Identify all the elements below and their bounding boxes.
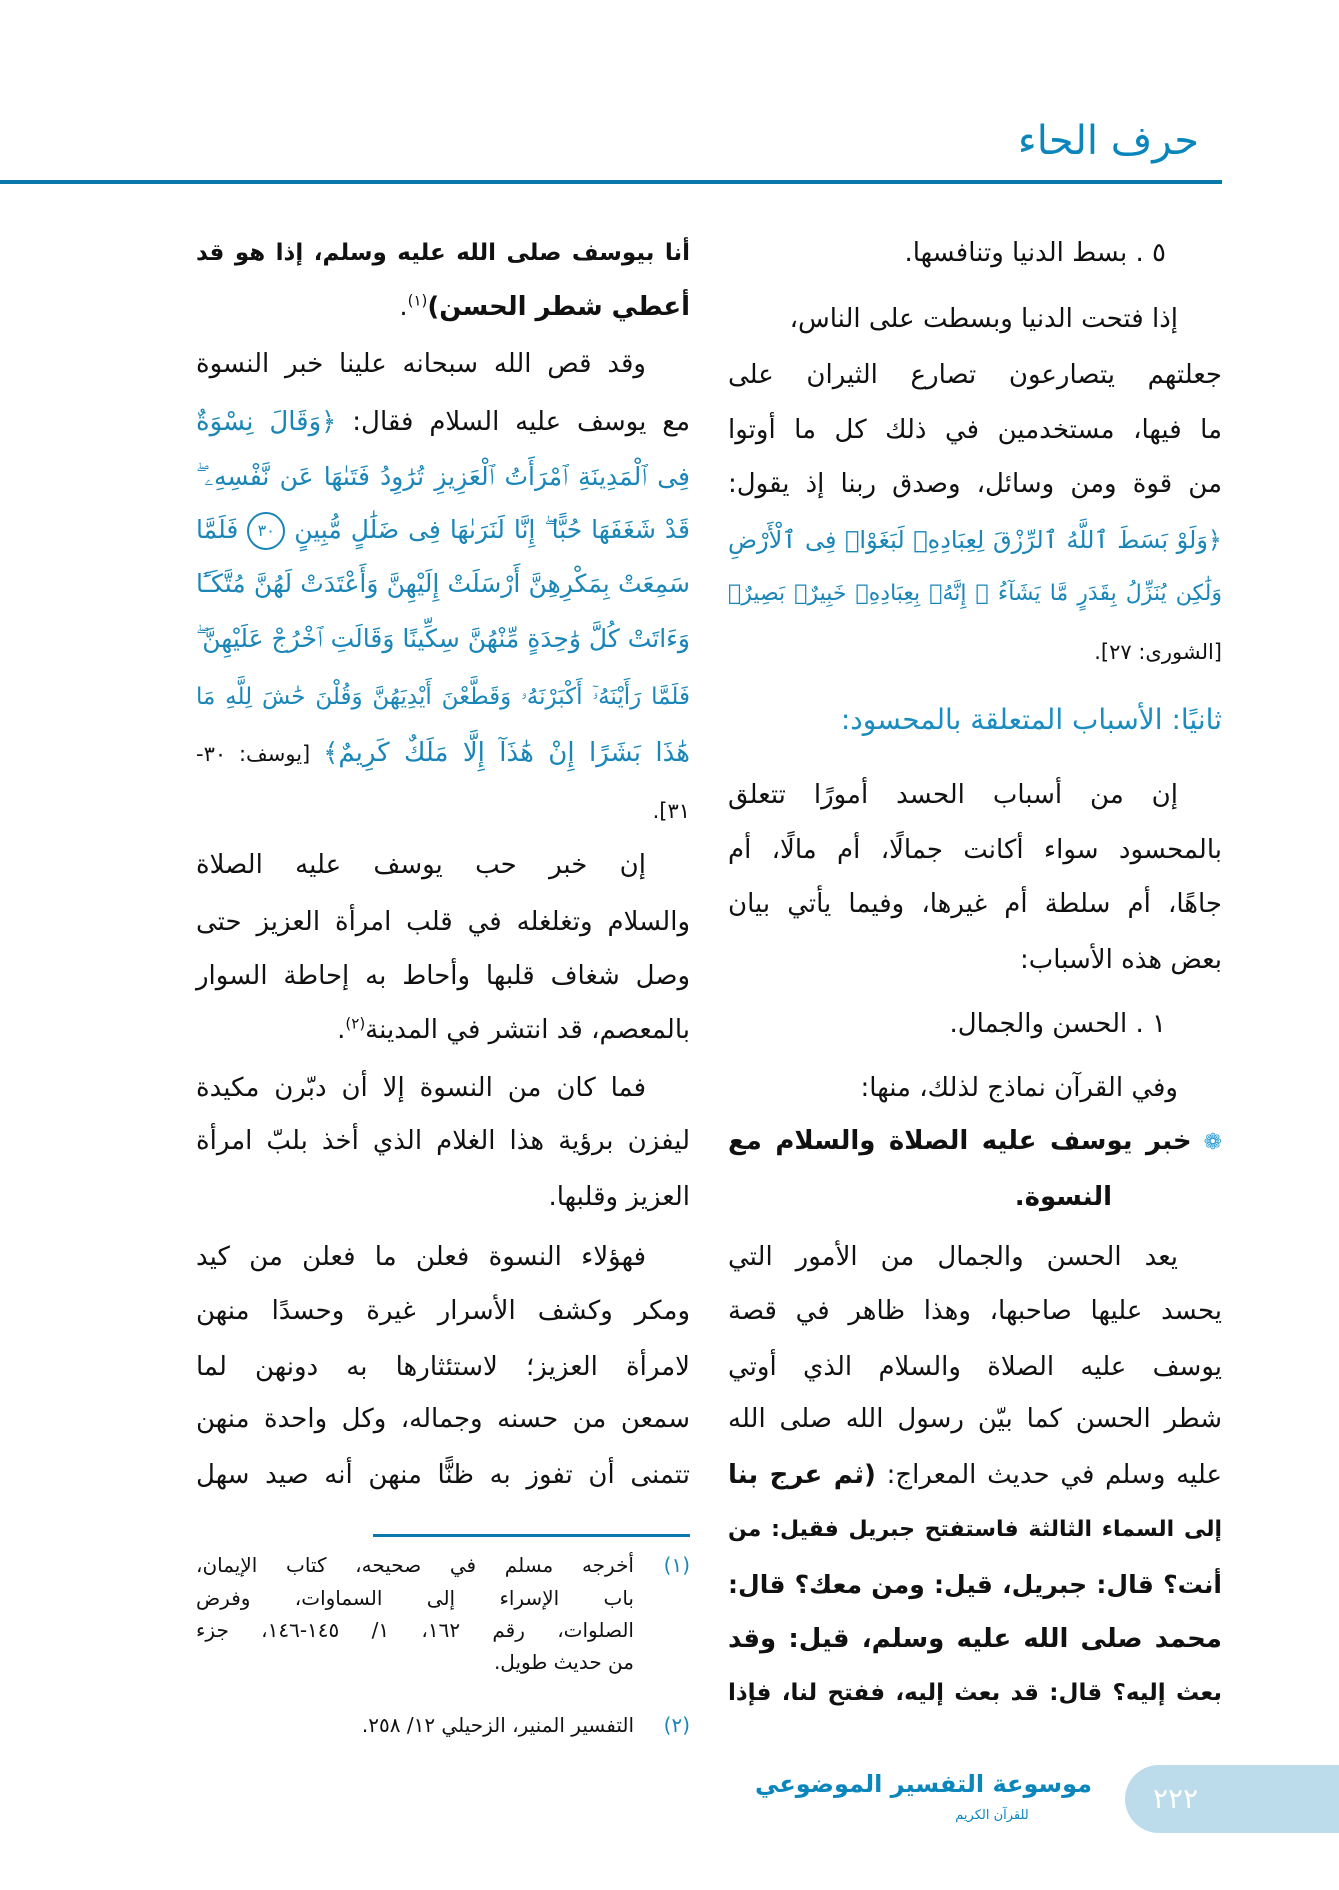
text-line <box>196 1391 690 1447</box>
text-segment: من قوة ومن وسائل، وصدق ربنا إذ يقول: <box>728 469 1222 499</box>
text-line <box>728 566 1222 622</box>
text-line <box>728 1169 1222 1225</box>
footnote-text: باب الإسراء إلى السماوات، وفرض <box>196 1586 634 1610</box>
text-line <box>196 556 690 612</box>
text-segment: وفي القرآن نماذج لذلك، منها: <box>860 1073 1178 1103</box>
text-line <box>728 291 1222 347</box>
text-line <box>728 1611 1222 1667</box>
text-segment: أنا بيوسف صلى الله عليه وسلم، إذا هو قد <box>196 240 690 266</box>
text-line <box>196 394 690 450</box>
text-line <box>196 1229 690 1285</box>
text-line <box>728 1557 1222 1613</box>
text-segment: بالمحسود سواء أكانت جمالًا، أم مالًا، أم <box>728 835 1222 865</box>
quran-verse-text: سَمِعَتْ بِمَكْرِهِنَّ أَرْسَلَتْ إِلَيْهِنَّ وَأَعْتَدَتْ لَهُنَّ مُتَّكَـًٔا <box>196 569 690 598</box>
text-segment: . <box>399 292 408 322</box>
text-line <box>728 767 1222 823</box>
text-line <box>196 1169 690 1225</box>
text-line <box>728 456 1222 512</box>
text-segment: أعطي شطر الحسن) <box>427 292 690 322</box>
footnote-number: (١) <box>663 1553 690 1577</box>
text-line <box>728 876 1222 932</box>
text-line <box>196 502 690 558</box>
text-line <box>196 837 690 893</box>
text-segment: إلى السماء الثالثة فاستفتح جبريل فقيل: من <box>728 1517 1222 1542</box>
text-segment: بعث إليه؟ قال: قد بعث إليه، ففتح لنا، فإذا <box>728 1680 1222 1706</box>
footnote-text: الصلوات، رقم ١٦٢، ١/ ١٤٥-١٤٦، جزء <box>196 1618 634 1642</box>
text-line <box>196 611 690 667</box>
text-segment: فما كان من النسوة إلا أن دبّرن مكيدة <box>196 1073 646 1103</box>
text-line <box>728 1339 1222 1395</box>
text-segment: بعض هذه الأسباب: <box>1020 945 1222 975</box>
text-segment: والسلام وتغلغله في قلب امرأة العزيز حتى <box>196 907 690 937</box>
text-segment: تتمنى أن تفوز به ظنًّا منهن أنه صيد سهل <box>196 1460 690 1490</box>
text-line <box>728 1060 1222 1116</box>
text-segment: النسوة. <box>1014 1182 1112 1212</box>
encyclopedia-logo <box>755 1762 1092 1842</box>
text-line <box>728 1665 1222 1721</box>
quran-verse-text: فِى ٱلْمَدِينَةِ ٱمْرَأَتُ ٱلْعَزِيزِ تُرَٰوِدُ فَتَىٰهَا عَن نَّفْسِهِۦ ۖ <box>196 462 690 491</box>
footnote-number: (٢) <box>663 1713 690 1737</box>
text-segment: يحسد عليها صاحبها، وهذا ظاهر في قصة <box>728 1296 1222 1326</box>
text-line <box>728 1502 1222 1558</box>
text-line <box>196 1447 690 1503</box>
text-line <box>728 623 1222 679</box>
text-segment: لامرأة العزيز؛ لاستئثارها به دونهن لما <box>196 1352 690 1382</box>
text-line <box>196 1113 690 1169</box>
text-line <box>728 996 1222 1052</box>
left-column <box>196 0 690 1800</box>
text-segment: ليفزن برؤية هذا الغلام الذي أخذ بلبّ امرأة <box>196 1126 690 1156</box>
quran-verse-text: قَدْ شَغَفَهَا حُبًّا ۖ إِنَّا لَنَرَىٰهَا فِى ضَلَٰلٍ مُّبِينٍ <box>285 515 690 544</box>
quran-verse-text: وَلَٰكِن يُنَزِّلُ بِقَدَرٍ مَّا يَشَآءُ ۚ إِنَّهُۥ بِعِبَادِهِۦ خَبِيرٌۢ بَصِيرٌ﴾ <box>728 581 1222 606</box>
text-segment: ٥ . بسط الدنيا وتنافسها. <box>904 238 1166 268</box>
footnote-line <box>196 1646 690 1679</box>
text-segment: وصل شغاف قلبها وأحاط به إحاطة السوار <box>196 961 690 991</box>
text-line <box>196 1002 690 1058</box>
text-line <box>728 1229 1222 1285</box>
text-segment: مع يوسف عليه السلام فقال: <box>336 407 690 437</box>
text-line <box>196 782 690 838</box>
text-line <box>196 336 690 392</box>
text-segment: يعد الحسن والجمال من الأمور التي <box>728 1242 1178 1272</box>
text-line <box>196 449 690 505</box>
logo-title: موسوعة التفسير الموضوعي <box>755 1770 1092 1798</box>
footnote-marker: (٢) <box>345 1014 366 1033</box>
text-line <box>196 725 690 781</box>
text-line <box>728 512 1222 568</box>
text-line <box>196 1060 690 1116</box>
text-line <box>196 1339 690 1395</box>
verse-reference: ٣١]. <box>652 799 690 823</box>
footnote-line <box>196 1709 690 1742</box>
footnote-text: أخرجه مسلم في صحيحه، كتاب الإيمان، <box>196 1553 634 1577</box>
text-segment: . <box>337 1015 346 1045</box>
right-column <box>728 0 1222 1800</box>
page-number: ٢٢٢ <box>1153 1782 1199 1815</box>
text-segment: إن من أسباب الحسد أمورًا تتعلق <box>728 780 1178 810</box>
text-segment: ثانيًا: الأسباب المتعلقة بالمحسود: <box>840 703 1222 736</box>
text-line <box>728 225 1222 281</box>
quran-verse-text: ﴿وَلَوْ بَسَطَ ٱللَّهُ ٱلرِّزْقَ لِعِبَادِهِۦ لَبَغَوْا۟ فِى ٱلْأَرْضِ <box>728 526 1222 554</box>
text-segment: خبر يوسف عليه الصلاة والسلام مع <box>728 1126 1192 1156</box>
text-segment: ومكر وكشف الأسرار غيرة وحسدًا منهن <box>196 1296 690 1326</box>
text-line <box>728 1113 1222 1169</box>
text-segment: شطر الحسن كما بيّن رسول الله صلى الله <box>728 1404 1222 1434</box>
quran-verse-text: ﴿وَقَالَ نِسْوَةٌ <box>196 407 337 437</box>
text-line <box>728 1447 1222 1503</box>
text-segment: إن خبر حب يوسف عليه الصلاة <box>196 850 646 880</box>
text-segment: إذا فتحت الدنيا وبسطت على الناس، <box>789 304 1178 334</box>
text-segment: جاهًا، أم سلطة أم غيرها، وفيما يأتي بيان <box>728 889 1222 919</box>
text-segment: عليه وسلم في حديث المعراج: <box>875 1460 1223 1490</box>
chapter-title: حرف الحاء <box>1017 118 1199 164</box>
footnote-text: من حديث طويل. <box>493 1650 634 1674</box>
verse-reference: [الشورى: ٢٧]. <box>1094 640 1222 664</box>
text-line <box>196 1283 690 1339</box>
text-segment: أنت؟ قال: جبريل، قيل: ومن معك؟ قال: <box>728 1570 1222 1599</box>
text-line <box>196 225 690 281</box>
flower-bullet-icon: ❁ <box>1203 1130 1222 1155</box>
text-segment: فهؤلاء النسوة فعلن ما فعلن من كيد <box>196 1242 646 1272</box>
text-segment: وقد قص الله سبحانه علينا خبر النسوة <box>196 349 646 379</box>
text-segment: ١ . الحسن والجمال. <box>949 1009 1166 1039</box>
verse-number-ornament: ٣٠ <box>247 512 285 550</box>
section-heading <box>728 692 1222 748</box>
text-line <box>728 402 1222 458</box>
verse-reference: [يوسف: ٣٠- <box>196 742 324 766</box>
text-segment: سمعن من حسنه وجماله، وكل واحدة منهن <box>196 1404 690 1434</box>
text-segment: العزيز وقلبها. <box>548 1182 690 1212</box>
logo-subtitle: للقرآن الكريم <box>955 1808 1029 1823</box>
quran-verse-text: فَلَمَّا رَأَيْنَهُۥٓ أَكْبَرْنَهُۥ وَقَطَّعْنَ أَيْدِيَهُنَّ وَقُلْنَ حَٰشَ لِلَّهِ مَا <box>196 684 690 710</box>
text-line <box>196 669 690 725</box>
text-line <box>196 948 690 1004</box>
quran-verse-text: هَٰذَا بَشَرًا إِنْ هَٰذَآ إِلَّا مَلَكٌ كَرِيمٌ﴾ <box>323 738 690 768</box>
footnote-line <box>196 1549 690 1582</box>
text-line <box>728 932 1222 988</box>
footnote-divider <box>373 1534 690 1537</box>
text-line <box>728 1283 1222 1339</box>
text-segment: يوسف عليه الصلاة والسلام الذي أوتي <box>728 1352 1222 1382</box>
text-line <box>728 822 1222 878</box>
text-segment: (ثم عرج بنا <box>728 1460 876 1490</box>
quran-verse-text: فَلَمَّا <box>196 515 248 544</box>
text-line <box>728 1391 1222 1447</box>
footnote-text: التفسير المنير، الزحيلي ١٢/ ٢٥٨. <box>361 1713 634 1737</box>
quran-verse-text: وَءَاتَتْ كُلَّ وَٰحِدَةٍ مِّنْهُنَّ سِكِّينًا وَقَالَتِ ٱخْرُجْ عَلَيْهِنَّ ۖ <box>196 624 690 653</box>
footnote-line <box>196 1614 690 1647</box>
text-segment: ما فيها، مستخدمين في ذلك كل ما أوتوا <box>728 415 1222 445</box>
text-segment: محمد صلى الله عليه وسلم، قيل: وقد <box>728 1624 1222 1654</box>
text-line <box>196 894 690 950</box>
text-line <box>728 347 1222 403</box>
page-number-badge <box>1125 1765 1339 1833</box>
text-segment: بالمعصم، قد انتشر في المدينة <box>365 1015 690 1045</box>
text-line <box>196 279 690 335</box>
text-segment: جعلتهم يتصارعون تصارع الثيران على <box>728 360 1222 390</box>
footnote-marker: (١) <box>407 291 428 310</box>
footnote-line <box>196 1582 690 1615</box>
